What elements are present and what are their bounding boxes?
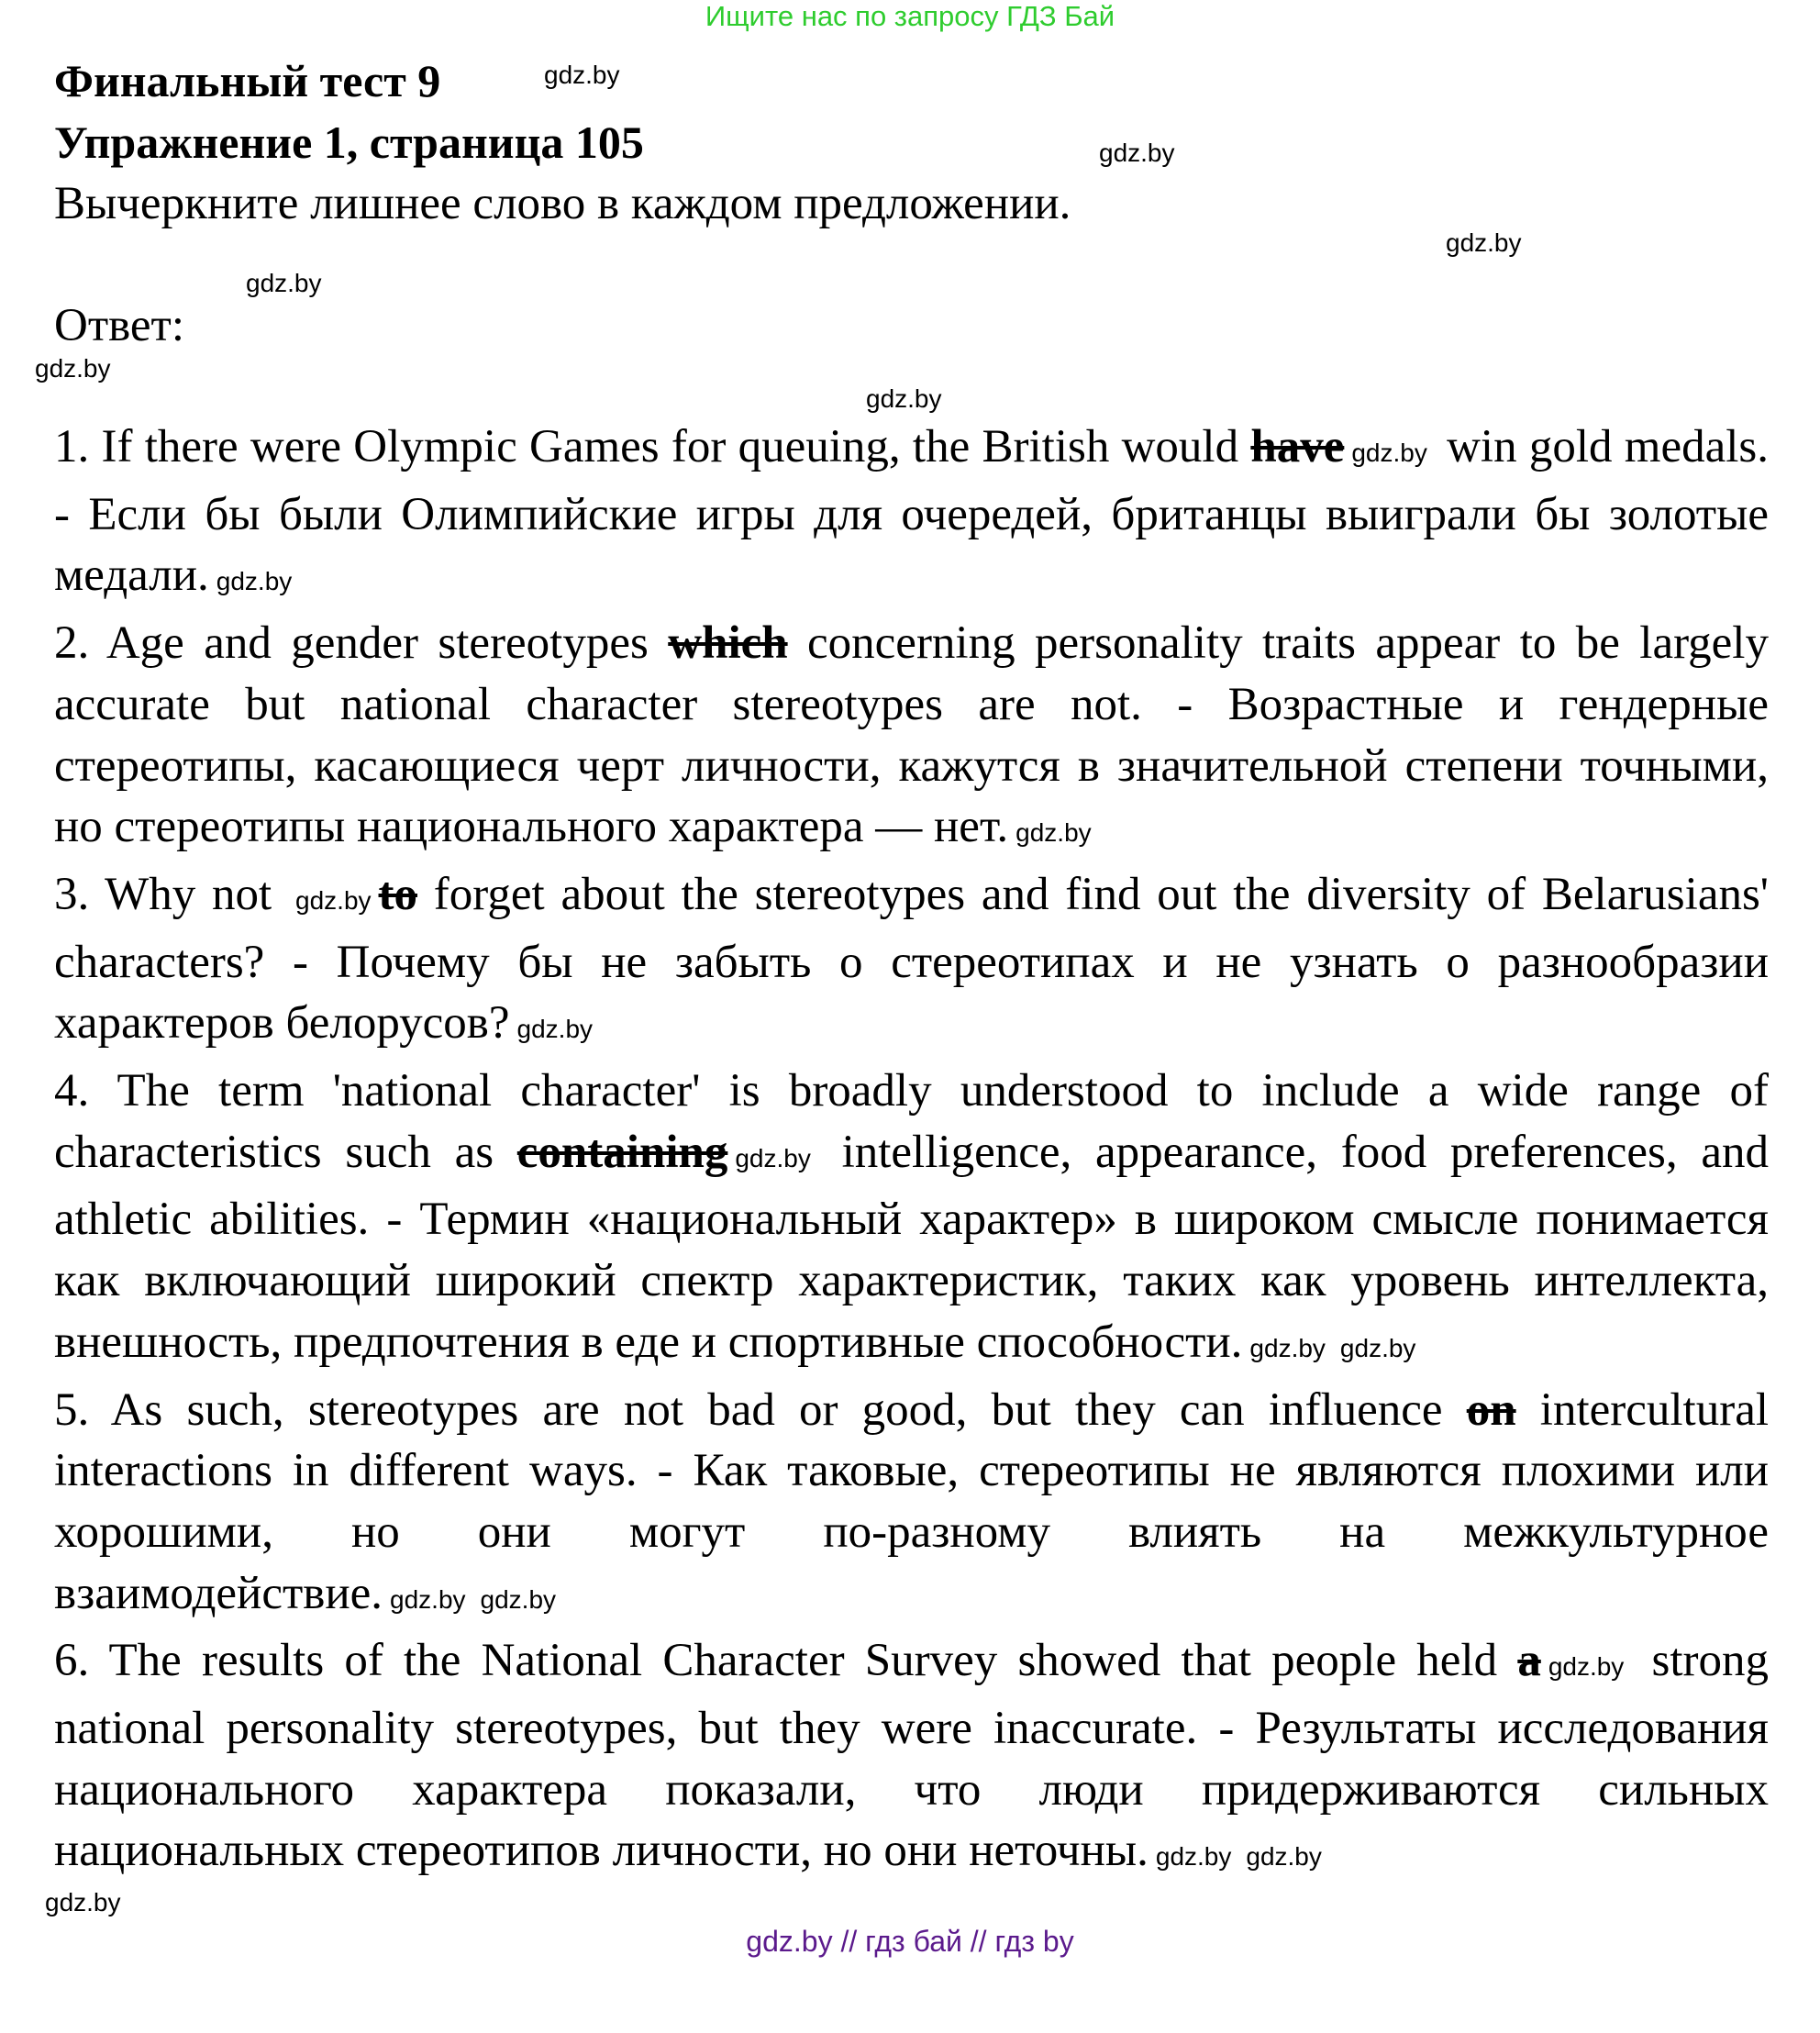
watermark: gdz.by xyxy=(1249,1333,1326,1362)
footer-links[interactable]: gdz.by // гдз бай // гдз by xyxy=(746,1925,1074,1959)
sentence-text: intelligence, appearance, food preferences, and athletic abilities. - Термин «национальный характер» в широком смысле понимается как включающий широкий спектр характеристик, таких как уровень интеллекта, внешность, предпочтения в еде и спортивные способности. xyxy=(54,1126,1770,1368)
sentence-text: concerning personality traits appear to be largely accurate but national character stereotypes are not. - Возрастные и гендерные стереотипы, касающиеся черт личности, кажутся в значительной степени точными, но стереотипы национального характера — нет. xyxy=(54,617,1769,853)
answer-item xyxy=(54,1380,1769,1631)
answer-item xyxy=(54,864,1769,1061)
watermark: gdz.by xyxy=(246,269,322,297)
struck-word: a xyxy=(1517,1635,1541,1687)
watermark: gdz.by xyxy=(216,567,293,596)
watermark: gdz.by xyxy=(1155,1842,1232,1872)
sentence-text: 6. The results of the National Character Survey showed that people held xyxy=(54,1635,1518,1687)
watermark: gdz.by xyxy=(1099,139,1175,167)
watermark: gdz.by xyxy=(1351,439,1427,467)
struck-word: containing xyxy=(516,1126,728,1178)
answer-section xyxy=(0,417,1820,1958)
watermark: gdz.by xyxy=(45,1888,121,1917)
sentence-text: strong national personality stereotypes, but they were inaccurate. - Результаты исследования национального характера показали, что люди придерживаются сильных национальных стереотипов личности, но они неточны. xyxy=(54,1635,1770,1877)
exercise-heading: Упражнение 1, страница 105 xyxy=(54,117,644,168)
sentence-text: 1. If there were Olympic Games for queuing, the British would xyxy=(54,421,1251,472)
watermark: gdz.by xyxy=(544,61,620,89)
watermark: gdz.by xyxy=(866,384,942,413)
sentence-text: forget about the stereotypes and find out the diversity of Belarusians' characters? - Почему бы не забыть о стереотипах и не узнать о разнообразии характеров белорусов? xyxy=(54,868,1769,1050)
watermark: gdz.by xyxy=(35,354,111,383)
watermark: gdz.by xyxy=(735,1143,811,1172)
watermark: gdz.by xyxy=(1446,228,1522,257)
struck-word: which xyxy=(668,617,788,670)
sentence-text: 2. Age and gender stereotypes xyxy=(54,617,669,670)
sentence-text: 4. The term 'national character' is broadly understood to include a wide range of characteristics such as xyxy=(54,1065,1769,1178)
sentence-text: intercultural interactions in different ways. - Как таковые, стереотипы не являются плохими или хорошими, но они могут по-разному влиять на межкультурное взаимодействие. xyxy=(54,1383,1769,1619)
answer-item xyxy=(54,1061,1769,1380)
watermark: gdz.by xyxy=(1246,1842,1322,1872)
watermark: gdz.by xyxy=(480,1584,557,1614)
page-title: Финальный тест 9 xyxy=(54,55,441,106)
answer-item xyxy=(54,417,1769,613)
answer-item xyxy=(54,613,1769,864)
watermark: gdz.by xyxy=(1339,1333,1416,1362)
watermark: gdz.by xyxy=(1548,1652,1625,1682)
struck-word: have xyxy=(1250,421,1345,472)
watermark: gdz.by xyxy=(390,1584,466,1614)
watermark: gdz.by xyxy=(1015,818,1092,848)
answer-item xyxy=(54,1630,1769,1888)
struck-word: to xyxy=(378,868,418,920)
watermark: gdz.by xyxy=(516,1015,594,1044)
answer-label: Ответ: xyxy=(54,300,184,351)
sentence-text: win gold medals. - Если бы были Олимпийские игры для очередей, британцы выиграли бы золотые медали. xyxy=(54,421,1769,602)
watermark: gdz.by xyxy=(295,885,372,915)
instruction-text: Вычеркните лишнее слово в каждом предложении. xyxy=(54,178,1071,229)
sentence-text: 5. As such, stereotypes are not bad or good, but they can influence xyxy=(54,1383,1467,1436)
search-banner: Ищите нас по запросу ГДЗ Бай xyxy=(705,0,1115,32)
struck-word: on xyxy=(1466,1383,1516,1436)
sentence-text: 3. Why not xyxy=(54,868,289,920)
answer-list xyxy=(54,417,1769,1888)
